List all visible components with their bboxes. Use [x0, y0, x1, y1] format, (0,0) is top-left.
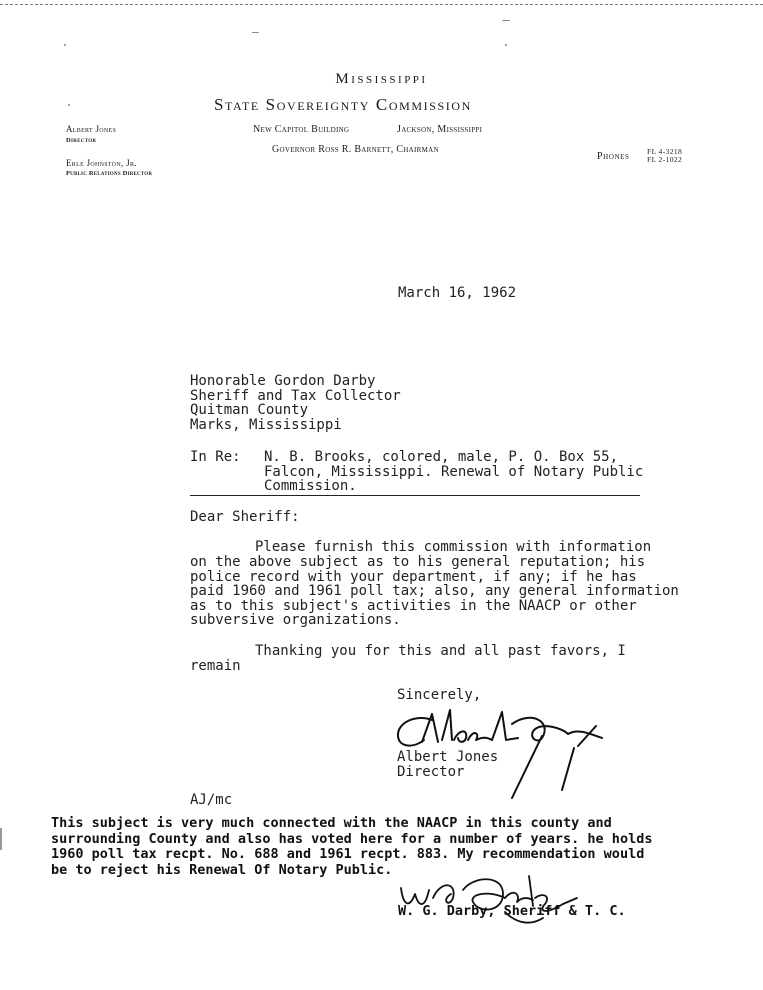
letterhead-state: Mississippi	[335, 71, 428, 87]
pr-director-name: Erle Johnston, Jr.	[66, 158, 137, 168]
typist-initials: AJ/mc	[190, 792, 233, 808]
letterhead-commission: State Sovereignty Commission	[214, 95, 472, 114]
director-title: Director	[66, 137, 97, 144]
recipient-line: Marks, Mississippi	[190, 416, 342, 433]
reply-note-line: be to reject his Renewal Of Notary Public.	[51, 861, 393, 878]
recipient-address	[190, 374, 401, 432]
salutation: Dear Sheriff:	[190, 509, 300, 525]
scan-speck	[505, 44, 507, 46]
subject-line: N. B. Brooks, colored, male, P. O. Box 55,	[264, 449, 619, 465]
director-name: Albert Jones	[66, 124, 117, 134]
signer-block	[397, 750, 498, 779]
body-line: as to this subject's activities in the NAACP or other	[190, 597, 637, 614]
recipient-line: Honorable Gordon Darby	[190, 373, 376, 389]
body-paragraph-2-line: remain	[190, 658, 241, 674]
body-line: paid 1960 and 1961 poll tax; also, any general information	[190, 583, 679, 600]
subject-block	[264, 450, 643, 494]
subject-line: Falcon, Mississippi. Renewal of Notary Public	[264, 463, 644, 480]
reply-note-line: This subject is very much connected with the NAACP in this county and	[51, 815, 612, 831]
body-line: subversive organizations.	[190, 612, 401, 629]
closing: Sincerely,	[397, 687, 482, 703]
signer-name: Albert Jones	[397, 749, 499, 765]
scan-speck	[252, 32, 259, 33]
scan-edge	[0, 0, 763, 5]
letterhead-phone-2: FL 2-1022	[647, 155, 683, 164]
reply-note-line: surrounding County and also has voted here for a number of years. he holds	[51, 830, 653, 847]
recipient-line: Sheriff and Tax Collector	[190, 387, 401, 404]
scan-speck	[502, 20, 510, 21]
body-line: on the above subject as to his general reputation; his	[190, 554, 646, 570]
letterhead-phone-1: FL 4-3218	[647, 147, 683, 156]
recipient-line: Quitman County	[190, 402, 309, 419]
darby-signature	[393, 868, 583, 936]
scan-edge-mark	[0, 828, 2, 850]
letterhead-phone-numbers	[647, 148, 682, 164]
reply-signer: W. G. Darby, Sheriff & T. C.	[398, 903, 626, 919]
body-paragraph-2-line: Thanking you for this and all past favors, I	[255, 643, 626, 659]
letterhead-address: New Capitol Building	[253, 124, 350, 135]
subject-underline	[190, 495, 640, 496]
body-line: police record with your department, if any; if he has	[190, 568, 637, 585]
pr-director-title: Public Relations Director	[66, 170, 153, 177]
body-paragraph-1-rest	[190, 555, 679, 628]
scan-speck	[64, 44, 66, 46]
signer-title: Director	[397, 763, 465, 780]
reply-note-line: 1960 poll tax recpt. No. 688 and 1961 recpt. 883. My recommendation would	[51, 846, 645, 862]
letterhead-phones-label: Phones	[597, 151, 630, 162]
scan-speck	[68, 104, 70, 106]
body-paragraph-1-line: Please furnish this commission with information	[255, 539, 652, 555]
letterhead-city: Jackson, Mississippi	[397, 124, 483, 135]
letterhead-governor: Governor Ross R. Barnett, Chairman	[272, 144, 439, 155]
subject-line: Commission.	[264, 478, 357, 495]
subject-label: In Re:	[190, 449, 241, 465]
letter-date: March 16, 1962	[398, 285, 517, 301]
